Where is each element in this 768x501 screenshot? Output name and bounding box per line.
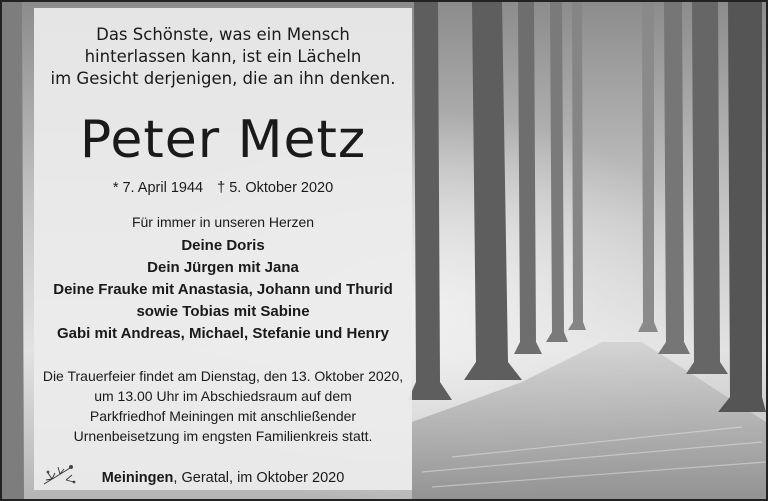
- family-entry: Dein Jürgen mit Jana: [147, 259, 299, 276]
- ceremony-line: Die Trauerfeier findet am Dienstag, den 13. Oktober 2020,: [42, 368, 404, 384]
- ceremony-line: um 13.00 Uhr im Abschiedsraum auf dem: [94, 388, 352, 404]
- ceremony-line: Urnenbeisetzung im engsten Familienkreis statt.: [73, 428, 373, 444]
- place-date: , Geratal, im Oktober 2020: [173, 470, 345, 486]
- family-list: [34, 235, 412, 345]
- text-panel: [34, 8, 412, 490]
- death-date: † 5. Oktober 2020: [217, 180, 334, 196]
- place-name: Meiningen: [101, 470, 174, 486]
- life-dates: [34, 178, 412, 198]
- family-entry: Gabi mit Andreas, Michael, Stefanie und Henry: [56, 325, 390, 342]
- quote-line: hinterlassen kann, ist ein Lächeln: [84, 47, 362, 66]
- family-entry: Deine Doris: [181, 237, 265, 254]
- family-entry: Deine Frauke mit Anastasia, Johann und Thurid: [53, 281, 393, 298]
- memorial-quote: [34, 24, 412, 90]
- quote-line: im Gesicht derjenigen, die an ihn denken.: [50, 69, 396, 88]
- deceased-name: Peter Metz: [79, 110, 367, 170]
- place-date-line: [34, 468, 412, 488]
- quote-line: Das Schönste, was ein Mensch: [96, 25, 350, 44]
- ceremony-line: Parkfriedhof Meiningen mit anschließender: [89, 408, 357, 424]
- ceremony-info: [34, 366, 412, 446]
- family-entry: sowie Tobias mit Sabine: [136, 303, 310, 320]
- birth-date: * 7. April 1944: [112, 180, 204, 196]
- heart-line: Für immer in unseren Herzen: [131, 214, 315, 230]
